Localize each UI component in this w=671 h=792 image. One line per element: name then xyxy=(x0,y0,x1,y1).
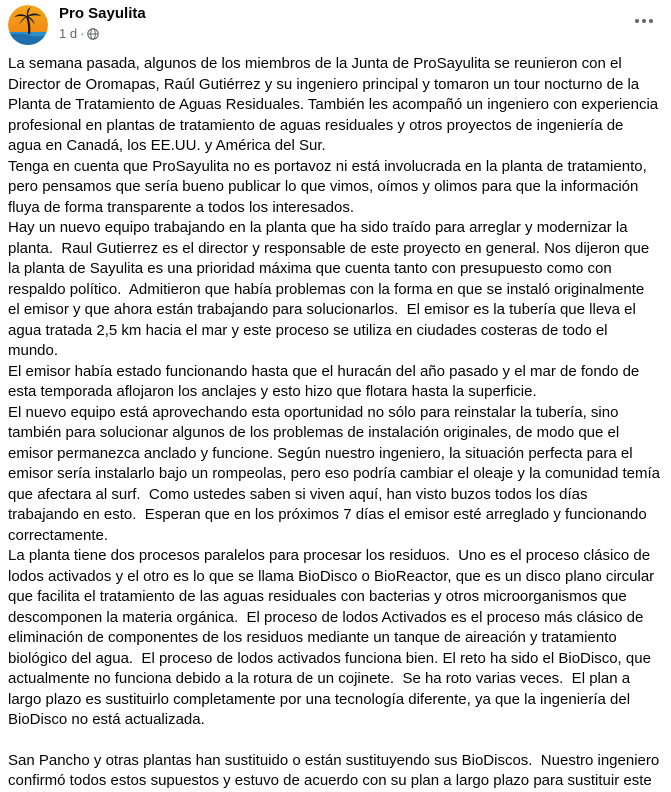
post-meta xyxy=(59,26,99,41)
globe-icon xyxy=(87,28,99,40)
more-options-dot xyxy=(635,19,639,23)
post-paragraph: El nuevo equipo está aprovechando esta oportunidad no sólo para reinstalar la tubería, sino también para solucionar algunos de los problemas de instalación originales, de modo que el emisor permanezca anclado y funcione. Según nuestro ingeniero, la situación perfecta para el emisor sería instalarlo bajo un rompeolas, pero eso podría cambiar el oleaje y la comunidad temía que afectara al surf. Como ustedes saben si viven aquí, han visto buzos todos los días trabajando en esto. Esperan que en los próximos 7 días el emisor esté arreglado y funcionando correctamente. xyxy=(8,403,665,544)
post-paragraph: San Pancho y otras plantas han sustituido o están sustituyendo sus BioDiscos. Nuestro ingeniero confirmó todos estos supuestos y estuvo de acuerdo con su plan a largo plazo para sustituir este xyxy=(8,751,664,789)
author-name[interactable]: Pro Sayulita xyxy=(59,5,146,22)
post-header xyxy=(0,0,671,46)
meta-separator: · xyxy=(80,26,85,41)
more-options-button[interactable] xyxy=(629,10,659,32)
post-paragraph: El emisor había estado funcionando hasta que el huracán del año pasado y el mar de fondo de esta temporada aflojaron los anclajes y esto hizo que flotara hasta la superficie. xyxy=(8,362,644,400)
post-body xyxy=(8,54,665,792)
more-options-dot xyxy=(642,19,646,23)
palm-tree-sunset-logo-icon xyxy=(8,5,48,45)
page-avatar[interactable] xyxy=(8,5,48,45)
more-options-dot xyxy=(649,19,653,23)
post-paragraph: Hay un nuevo equipo trabajando en la planta que ha sido traído para arreglar y modernizar la planta. Raul Gutierrez es el director y responsable de este proyecto en general. Nos dijeron que la planta de Sayulita es una prioridad máxima que cuenta tanto con presupuesto como con respaldo político. Admitieron que había problemas con la forma en que se instaló originalmente el emisor y que ahora están trabajando para solucionarlos. El emisor es la tubería que lleva el agua tratada 2,5 km hacia el mar y este proceso se utiliza en ciudades costeras de todo el mundo. xyxy=(8,219,654,359)
post-paragraph: La semana pasada, algunos de los miembros de la Junta de ProSayulita se reunieron con el Director de Oromapas, Raúl Gutiérrez y su ingeniero principal y tomaron un tour nocturno de la Planta de Tratamiento de Aguas Residuales. También les acompañó un ingeniero con experiencia profesional en plantas de tratamiento de aguas residuales y otros proyectos de ingeniería de agua en Canadá, los EE.UU. y América del Sur. xyxy=(8,55,663,154)
post-paragraph: Tenga en cuenta que ProSayulita no es portavoz ni está involucrada en la planta de tratamiento, pero pensamos que sería bueno publicar lo que vimos, oímos y olimos para que la información fluya de forma transparente a todos los interesados. xyxy=(8,157,651,216)
post-paragraph: La planta tiene dos procesos paralelos para procesar los residuos. Uno es el proceso clásico de lodos activados y el otro es lo que se llama BioDisco o BioReactor, que es un disco plano circular que facilita el tratamiento de las aguas residuales con bacterias y otros microorganismos que descomponen la materia orgánica. El proceso de lodos Activados es el proceso más clásico de eliminación de componentes de los residuos mediante un tanque de aireación y tratamiento biológico del agua. El proceso de lodos activados funciona bien. El reto ha sido el BioDisco, que actualmente no funciona debido a la rotura de un cojinete. Se ha roto varias veces. El plan a largo plazo es sustituirlo completamente por una tecnología diferente, ya que la ingeniería del BioDisco no está actualizada. xyxy=(8,547,659,728)
post-time[interactable]: 1 d xyxy=(59,26,78,41)
